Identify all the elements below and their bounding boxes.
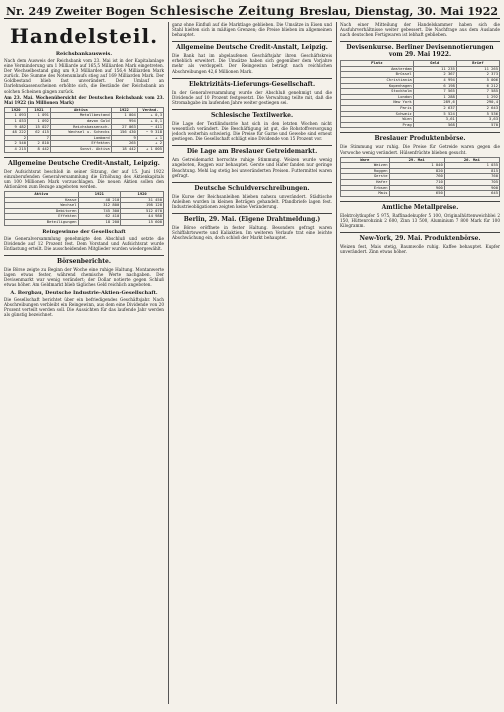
table-cell: 570 [456, 122, 499, 128]
table-cell: 512 070 [121, 208, 164, 214]
article-text: Die Börse eröffnete in fester Haltung. Besonders gefragt waren Schiffahrtswerte und Kaliaktien. Im weiteren Verlaufe trat eine leichte Abschwächung ein, doch schloß der Markt behauptet. [172, 224, 332, 241]
table-cell: 7 565 [413, 89, 456, 95]
table-row [5, 219, 164, 225]
headline: Börsenberichte. [4, 255, 164, 265]
table-cell: 9 482 [5, 124, 28, 130]
table-cell: + 0,1 [137, 119, 163, 125]
table-cell: Wechsel [5, 203, 79, 209]
table-cell: 1 004 [111, 113, 137, 119]
table-header-cell: Veränd. [137, 107, 163, 113]
headline: Amtliche Metallpreise. [340, 201, 500, 211]
table-cell: 48 210 [78, 197, 121, 203]
article-text: Nach einer Mitteilung der Handelskammer haben sich die Ausfuhrverhältnisse weiter gebessert. Die Nachfrage aus dem Auslande nach deutschen Fertigwaren ist lebhaft geblieben. [340, 22, 500, 38]
table-row [341, 122, 500, 128]
data-table [4, 191, 164, 226]
table-cell: − 411 [137, 124, 163, 130]
table-cell: 4 215 [5, 147, 28, 153]
table-cell: + 0,3 [137, 113, 163, 119]
table-cell: 5 536 [456, 111, 499, 117]
table-cell: 62 410 [78, 214, 121, 220]
table-cell: Reichskassensch. [50, 124, 111, 130]
table-header-cell: Brief [456, 61, 499, 67]
article-text: Nach dem Ausweis der Reichsbank vom 23. Mai ist in der Kapitalanlage eine Verminderung um 1 Milliarde auf 165,5 Milliarden Mark eingetreten. Der Wechselbestand ging um 9,3 Milliarden auf 156,4 Milliarden Mark zurück. Die Summe des Notenumlaufs stieg auf 169 Milliarden Mark. Der Goldbestand blieb fast unverändert. Der Umlauf an Darlehnskassenscheinen erhöhte sich, die Bestände der Reichsbank an solchen Scheinen gingen zurück. [4, 58, 164, 94]
column-3 [336, 22, 500, 704]
table-header-cell: 29. Mai [389, 157, 444, 163]
table-header-cell: 1920 [5, 107, 28, 113]
table-cell: 48 222 [5, 130, 28, 136]
table-cell: Roggen [341, 168, 390, 174]
table-header-row [341, 157, 500, 163]
table-cell: Kasse [5, 197, 79, 203]
headline: Allgemeine Deutsche Credit-Anstalt, Leipzig. [4, 157, 164, 167]
table-cell: 8 442 [27, 147, 50, 153]
table-cell: 15 027 [27, 124, 50, 130]
table-cell: 2 540 [5, 141, 28, 147]
table-cell: Debitoren [5, 208, 79, 214]
table-cell: 900 [389, 185, 444, 191]
table-cell: 2 643 [456, 106, 499, 112]
table-cell: 1 091 [27, 113, 50, 119]
table-cell: 2 373 [456, 72, 499, 78]
table-cell: 1 040 [389, 163, 444, 169]
table-cell: − 9 318 [137, 130, 163, 136]
headline: Die Lage am Breslauer Getreidemarkt. [172, 145, 332, 155]
table-cell: 650 [389, 191, 444, 197]
headline: Allgemeine Deutsche Credit-Anstalt, Leipzig. [172, 41, 332, 51]
table-cell: 198 120 [121, 203, 164, 209]
masthead [4, 4, 500, 19]
table-header-cell: 1920 [121, 191, 164, 197]
article-text: In der Generalversammlung wurde der Abschluß genehmigt und die Dividende auf 10 Prozent festgesetzt. Die Verwaltung teilte mit, daß die Stromabgabe im laufenden Jahre weiter gestiegen sei. [172, 89, 332, 105]
table-cell: 568 [413, 122, 456, 128]
table-cell: Sonst. Aktiva [50, 147, 111, 153]
data-table [340, 157, 500, 197]
article-text: Die Lage der Textilindustrie hat sich in den letzten Wochen nicht wesentlich verändert. Die Beschäftigung ist gut, die Rohstoffversorgung jedoch weiterhin schwierig. Die Preise für Garne und Gewebe sind erneut gestiegen. Die Gesellschaft schlägt eine Dividende von 15 Prozent vor. [172, 120, 332, 142]
table-cell: 5 006 [456, 78, 499, 84]
table-cell: Metallbestand [50, 113, 111, 119]
article-text: Der Aufsichtsrat beschloß in seiner Sitzung, der auf 15. Juni 1922 einzuberufenden Generalversammlung die Erhöhung des Aktienkapitals um 100 Millionen Mark vorzuschlagen. Die neuen Aktien sollen den Aktionären zum Bezuge angeboten werden. [4, 168, 164, 189]
subhead: A. Bergbau, Deutsche Industrie-Aktien-Gesellschaft. [10, 290, 158, 297]
article-text: Am Getreidemarkt herrschte ruhige Stimmung. Weizen wurde wenig angeboten, Roggen war behauptet. Gerste und Hafer fanden nur geringe Beachtung. Mehl lag stetig bei unveränderten Preisen. Futtermittel waren gefragt. [172, 157, 332, 178]
table-row [341, 191, 500, 197]
table-cell: 2 637 [413, 106, 456, 112]
table-header-cell: Ware [341, 157, 390, 163]
table-cell: 156 430 [111, 130, 137, 136]
table-cell: Erbsen [341, 185, 390, 191]
table-cell: 3,61 [413, 117, 456, 123]
headline: Breslauer Produktenbörse. [340, 132, 500, 142]
table-cell: Hafer [341, 179, 390, 185]
table-cell: 760 [389, 174, 444, 180]
table-cell: Christiania [341, 78, 414, 84]
section-title: Handelsteil. [9, 24, 159, 48]
table-cell: 5 524 [413, 111, 456, 117]
table-cell: London [341, 94, 414, 100]
table-cell: Beteiligungen [5, 219, 79, 225]
table-cell: Brüssel [341, 72, 414, 78]
article-text: Die Kurse der Reichsanleihen blieben nahezu unverändert. Städtische Anleihen wurden in kleinen Beträgen gehandelt. Pfandbriefe lagen fest. Industrieobligationen zeigten keine Veränderung. [172, 193, 332, 209]
table-cell: 4 994 [413, 78, 456, 84]
article-text: Die Bank hat im abgelaufenen Geschäftsjahr ihren Geschäftskreis erheblich erweitert. Die Umsätze haben sich gegenüber dem Vorjahre mehr als verdoppelt. Der Reingewinn beträgt nach reichlichen Abschreibungen 42,6 Millionen Mark. [172, 53, 332, 74]
table-cell: Amsterdam [341, 66, 414, 72]
table-cell: 2 810 [27, 141, 50, 147]
table-cell: 18 200 [78, 219, 121, 225]
headline: Schlesische Textilwerke. [172, 109, 332, 119]
headline: Devisenkurse. Berliner Devisennotierungen vom 29. Mai 1922. [340, 41, 500, 58]
table-cell: 11 265 [456, 66, 499, 72]
table-cell: + 2 [137, 141, 163, 147]
table-cell: Effekten [50, 141, 111, 147]
table-cell: 312 800 [78, 203, 121, 209]
article-text: Die Generalversammlung genehmigte den Abschluß und setzte die Dividende auf 12 Prozent fest. Dem Vorstand und Aufsichtsrat wurde Entlastung erteilt. Die ausscheidenden Mitglieder wurden wiedergewählt. [4, 235, 164, 251]
table-header-cell: Geld [413, 61, 456, 67]
table-cell: 15 600 [121, 219, 164, 225]
place-date: Breslau, Dienstag, 30. Mai 1922 [299, 5, 498, 18]
table-cell: 7 [27, 135, 50, 141]
table-cell: 1 292 [456, 94, 499, 100]
table-cell: 1 288 [413, 94, 456, 100]
table-cell: 1 033 [5, 119, 28, 125]
table-cell: 6 198 [413, 83, 456, 89]
subhead: Reingewinne der Gesellschaft [42, 228, 126, 235]
article-text: Die Stimmung war ruhig. Die Preise für Getreide waren gegen die Vorwoche wenig verändert. Hülsenfrüchte blieben gesucht. [340, 144, 500, 155]
table-cell: Weizen [341, 163, 390, 169]
table-cell: 6 212 [456, 83, 499, 89]
table-cell: 290,4 [456, 100, 499, 106]
table-cell: 18 442 [111, 147, 137, 153]
article-text: Die Gesellschaft berichtet über ein befriedigendes Geschäftsjahr. Nach Abschreibungen verbleibt ein Reingewinn, aus dem eine Dividende von 20 Prozent verteilt werden soll. Die Aussichten für das laufende Jahr werden als günstig bezeichnet. [4, 297, 164, 318]
table-header-cell: 1921 [27, 107, 50, 113]
table-cell: 900 [444, 185, 499, 191]
table-cell: 265 [111, 141, 137, 147]
table-cell: Lombard [50, 135, 111, 141]
table-cell: + 1 [137, 135, 163, 141]
table-caption: Am 23. Mai. Wochenübersicht der Deutschen Reichsbank vom 23. Mai 1922 (in Millionen Mark) [4, 94, 164, 105]
table-cell: Paris [341, 106, 414, 112]
table-cell: 705 [444, 179, 499, 185]
table-cell: 44 980 [121, 214, 164, 220]
table-header-cell: 1922 [111, 107, 137, 113]
table-cell: 31 450 [121, 197, 164, 203]
table-cell: 2 [5, 135, 28, 141]
table-cell: Effekten [5, 214, 79, 220]
table-cell: + 1 005 [137, 147, 163, 153]
table-header-cell: 26. Mai [444, 157, 499, 163]
table-cell: davon Gold [50, 119, 111, 125]
table-cell: Wien [341, 117, 414, 123]
table-cell: 289,6 [413, 100, 456, 106]
article-text: Elektrolytkupfer 5 975, Raffinadekupfer 5 100, Originalhüttenweichblei 2 150, Hüttenrohzink 2 600, Zinn 13 500, Aluminium 7 800 Mark für 100 Kilogramm. [340, 212, 500, 228]
table-header-cell: Aktiva [5, 191, 79, 197]
table-header-cell: Aktiva [50, 107, 111, 113]
table-row [5, 147, 164, 153]
data-table [340, 60, 500, 128]
table-cell: 1 035 [444, 163, 499, 169]
table-cell: 62 415 [27, 130, 50, 136]
table-cell: 1 092 [27, 119, 50, 125]
table-cell: 820 [389, 168, 444, 174]
article-text: ganz ohne Einfluß auf die Marktlage geblieben. Die Umsätze in Eisen und Stahl hielten sich in mäßigen Grenzen; die Preise blieben im allgemeinen behauptet. [172, 22, 332, 38]
table-cell: Prag [341, 122, 414, 128]
columns [4, 22, 500, 704]
column-2 [168, 22, 332, 704]
table-cell: Gerste [341, 174, 390, 180]
column-1 [4, 22, 164, 704]
table-cell: Stockholm [341, 89, 414, 95]
headline: New-York, 29. Mai. Produktenbörse. [340, 232, 500, 242]
table-cell: Wechsel u. Schecks [50, 130, 111, 136]
table-header-cell: Platz [341, 61, 414, 67]
table-cell: 745 300 [78, 208, 121, 214]
table-cell: New York [341, 100, 414, 106]
table-header-cell: 1921 [78, 191, 121, 197]
table-cell: 1 093 [5, 113, 28, 119]
newspaper-page [4, 4, 500, 704]
table-cell: Schweiz [341, 111, 414, 117]
headline: Berlin, 29. Mai. (Eigene Drahtmeldung.) [172, 213, 332, 223]
headline: Deutsche Schuldverschreibungen. [172, 182, 332, 192]
table-cell: 2 367 [413, 72, 456, 78]
newspaper-title: Schlesische Zeitung [149, 4, 295, 18]
table-cell: 27 063 [111, 124, 137, 130]
article-text: Die Börse zeigte zu Beginn der Woche eine ruhige Haltung. Montanwerte lagen etwas fester, während chemische Werte nachgaben. Der Devisenmarkt war wenig verändert; der Dollar notierte gegen Schluß etwas höher. Am Geldmarkt blieb tägliches Geld reichlich angeboten. [4, 266, 164, 288]
table-cell: 760 [444, 174, 499, 180]
table-cell: 7 585 [456, 89, 499, 95]
table-cell: 9 [111, 135, 137, 141]
table-cell: 815 [444, 168, 499, 174]
article-text: Weizen fest, Mais stetig, Baumwolle ruhig. Kaffee behauptet. Kupfer unverändert. Zinn etwas höher. [340, 244, 500, 255]
subhead: Reichsbankausweis. [55, 51, 113, 57]
table-cell: 645 [444, 191, 499, 197]
issue-number: Nr. 249 Zweiter Bogen [6, 5, 145, 18]
table-cell: 11 235 [413, 66, 456, 72]
table-cell: Kopenhagen [341, 83, 414, 89]
table-cell: 994 [111, 119, 137, 125]
headline: Elektrizitäts-Lieferungs-Gesellschaft. [172, 78, 332, 88]
table-cell: 710 [389, 179, 444, 185]
table-cell: 3,63 [456, 117, 499, 123]
data-table [4, 107, 164, 153]
table-cell: Mais [341, 191, 390, 197]
